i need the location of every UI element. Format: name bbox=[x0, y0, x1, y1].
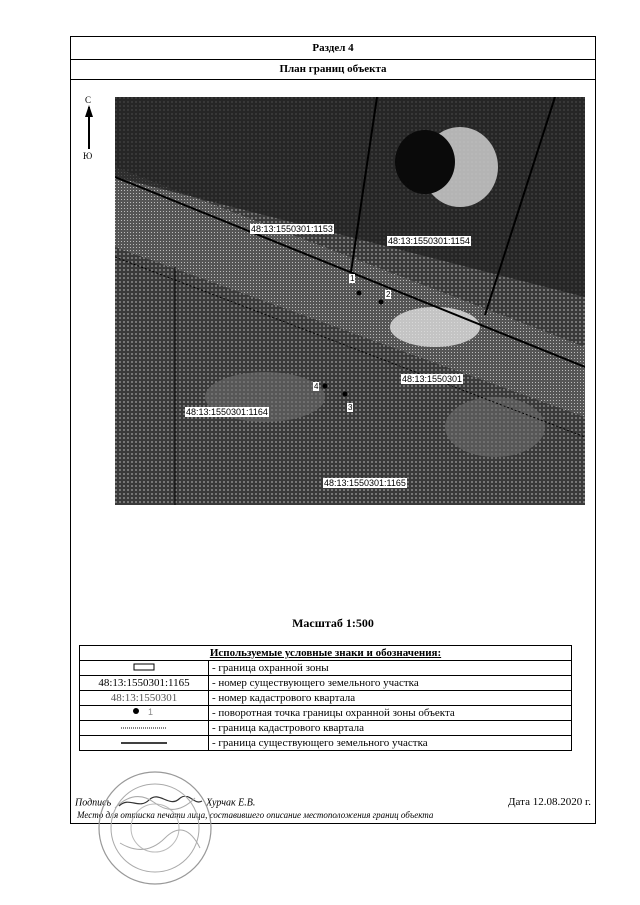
scale-label: Масштаб 1:500 bbox=[292, 616, 374, 630]
legend-row bbox=[80, 721, 572, 736]
parcel-label: 48:13:1550301:1153 bbox=[251, 224, 333, 234]
point-label: 3 bbox=[348, 403, 353, 412]
turning-point-symbol bbox=[80, 706, 209, 721]
legend-title: Используемые условные знаки и обозначения: bbox=[80, 646, 572, 661]
parcel-label: 48:13:1550301:1164 bbox=[186, 407, 268, 417]
point-label: 1 bbox=[350, 274, 355, 283]
zone-boundary-symbol bbox=[80, 661, 209, 676]
quarter-number-symbol: 48:13:1550301 bbox=[80, 691, 209, 706]
quarter-label: 48:13:1550301 bbox=[402, 374, 463, 384]
parcel-boundary-symbol bbox=[80, 736, 209, 751]
document-frame bbox=[70, 36, 596, 824]
section-title: Раздел 4 bbox=[71, 37, 595, 60]
south-label: Ю bbox=[83, 151, 93, 161]
stamp-place-note: Место для оттиска печати лица, составившего описание местоположения границ объекта bbox=[77, 810, 434, 820]
plan-title: План границ объекта bbox=[71, 59, 595, 80]
signature-label: Подпись bbox=[75, 797, 112, 809]
legend-row bbox=[80, 661, 572, 676]
north-label: С bbox=[85, 95, 92, 105]
quarter-boundary-symbol bbox=[80, 721, 209, 736]
legend-table bbox=[79, 645, 572, 751]
legend-text: - номер кадастрового квартала bbox=[209, 691, 572, 706]
date-label: Дата 12.08.2020 г. bbox=[508, 796, 591, 808]
svg-text:1: 1 bbox=[148, 707, 154, 716]
north-arrow-icon bbox=[82, 95, 96, 165]
parcel-label: 48:13:1550301:1154 bbox=[388, 236, 470, 246]
legend-row bbox=[80, 736, 572, 751]
legend-text: - граница кадастрового квартала bbox=[209, 721, 572, 736]
parcel-label: 48:13:1550301:1165 bbox=[324, 478, 406, 488]
point-label: 2 bbox=[386, 290, 391, 299]
legend-row bbox=[80, 676, 572, 691]
legend-row bbox=[80, 691, 572, 706]
legend-text: - граница существующего земельного участка bbox=[209, 736, 572, 751]
point-label: 4 bbox=[314, 382, 319, 391]
legend-row bbox=[80, 706, 572, 721]
legend-text: - граница охранной зоны bbox=[209, 661, 572, 676]
legend-text: - поворотная точка границы охранной зоны объекта bbox=[209, 706, 572, 721]
stamp-seal-image bbox=[95, 768, 225, 886]
signer-name: Хурчак Е.В. bbox=[206, 797, 256, 809]
map-image bbox=[115, 97, 585, 505]
legend-text: - номер существующего земельного участка bbox=[209, 676, 572, 691]
parcel-number-symbol: 48:13:1550301:1165 bbox=[80, 676, 209, 691]
